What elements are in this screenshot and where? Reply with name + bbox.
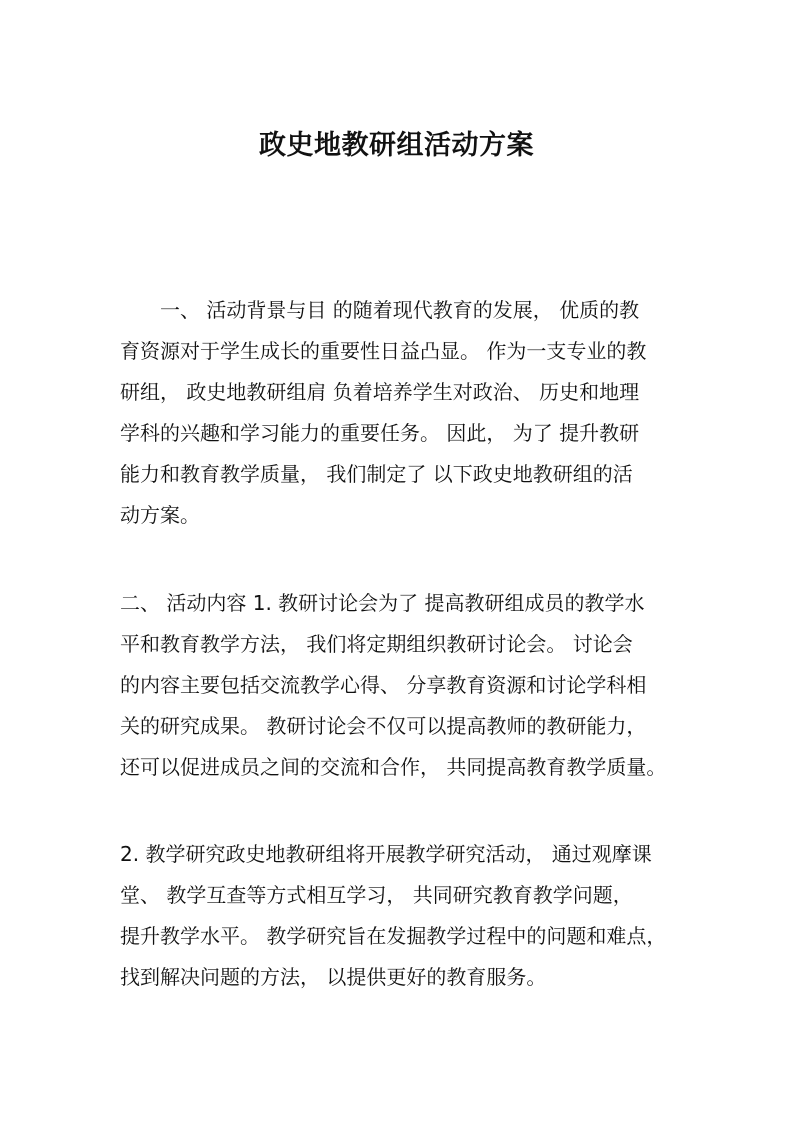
paragraph-line: 的内容主要包括交流教学心得、 分享教育资源和讨论学科相 [120, 673, 647, 697]
paragraph-line: 二、 活动内容 1. 教研讨论会为了 提高教研组成员的教学水 [120, 591, 645, 615]
paragraph-line: 关的研究成果。 教研讨论会不仅可以提高教师的教研能力， [120, 714, 647, 738]
paragraph-line: 一、 活动背景与目 的随着现代教育的发展， 优质的教 [160, 298, 640, 322]
paragraph-teaching-research [120, 834, 695, 998]
paragraph-line: 提升教学水平。 教学研究旨在发掘教学过程中的问题和难点， [120, 924, 667, 948]
paragraph-line: 育资源对于学生成长的重要性日益凸显。 作为一支专业的教 [120, 339, 647, 363]
paragraph-line: 堂、 教学互查等方式相互学习， 共同研究教育教学问题， [120, 883, 633, 907]
paragraph-line: 平和教育教学方法， 我们将定期组织教研讨论会。 讨论会 [120, 632, 633, 656]
document-title: 政史地教研组活动方案 [259, 130, 534, 161]
paragraph-activity-content [120, 583, 695, 788]
paragraph-line: 能力和教育教学质量， 我们制定了 以下政史地教研组的活 [120, 462, 633, 486]
paragraph-line: 还可以促进成员之间的交流和合作， 共同提高教育教学质量。 [120, 755, 667, 779]
paragraph-line: 2. 教学研究政史地教研组将开展教学研究活动， 通过观摩课 [120, 842, 652, 866]
paragraph-line: 动方案。 [120, 503, 200, 527]
paragraph-background [120, 290, 695, 536]
paragraph-line: 学科的兴趣和学习能力的重要任务。 因此， 为了 提升教研 [120, 421, 640, 445]
paragraph-line: 研组， 政史地教研组肩 负着培养学生对政治、 历史和地理 [120, 380, 640, 404]
paragraph-line: 找到解决问题的方法， 以提供更好的教育服务。 [120, 965, 547, 989]
